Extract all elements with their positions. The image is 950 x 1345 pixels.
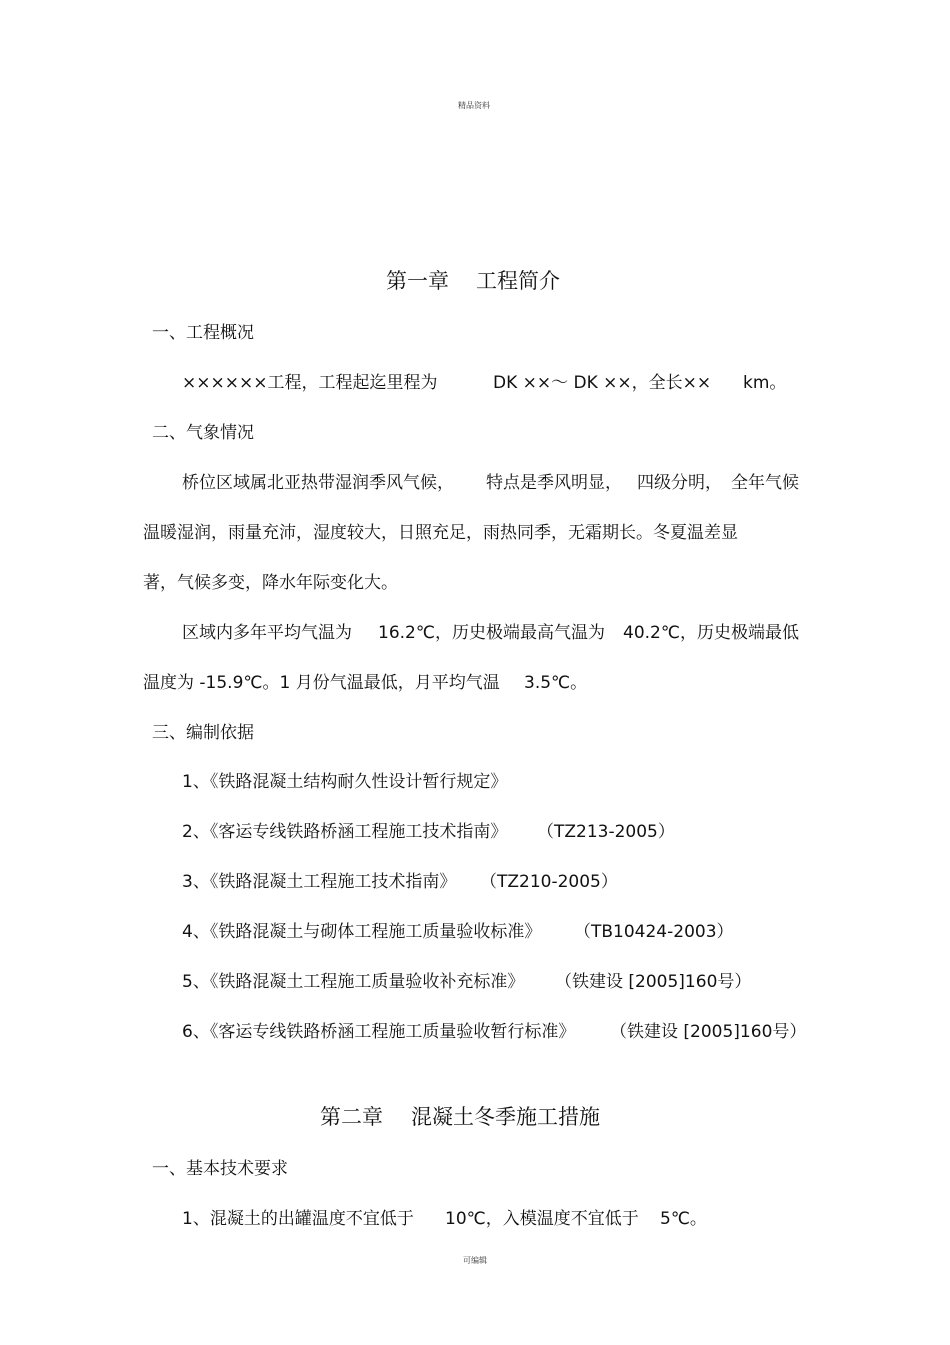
weather-text-line3: 著，气候多变，降水年际变化大。	[143, 573, 398, 593]
requirement-item-c: 5℃。	[660, 1209, 707, 1229]
reference-code: （TZ213-2005）	[537, 822, 675, 842]
section-heading-overview: 一、工程概况	[152, 323, 254, 343]
header-note: 精品资料	[458, 101, 490, 110]
reference-item: 5、《铁路混凝土工程施工质量验收补充标准》	[182, 972, 525, 992]
requirement-item-b: 10℃，入模温度不宜低于	[445, 1209, 639, 1229]
temperature-text-line1b: 16.2℃，历史极端最高气温为	[378, 623, 605, 643]
section-heading-weather: 二、气象情况	[152, 423, 254, 443]
reference-item: 6、《客运专线铁路桥涵工程施工质量验收暂行标准》	[182, 1022, 576, 1042]
requirement-item-a: 1、混凝土的出罐温度不宜低于	[182, 1209, 414, 1229]
weather-text-line1d: 全年气候	[731, 473, 799, 493]
temperature-text-line2a: 温度为 -15.9℃。1 月份气温最低，月平均气温	[143, 673, 500, 693]
overview-mileage: DK ××～ DK ××，全长××	[493, 373, 712, 393]
chapter2-title: 混凝土冬季施工措施	[411, 1105, 600, 1129]
reference-code: （TB10424-2003）	[574, 922, 734, 942]
chapter1-number: 第一章	[386, 269, 449, 293]
overview-length-unit: km。	[743, 373, 787, 393]
reference-item: 2、《客运专线铁路桥涵工程施工技术指南》	[182, 822, 508, 842]
overview-text: ××××××工程，工程起迄里程为	[182, 373, 438, 393]
reference-item: 3、《铁路混凝土工程施工技术指南》	[182, 872, 457, 892]
section-heading-requirements: 一、基本技术要求	[152, 1159, 288, 1179]
weather-text-line1c: 四级分明，	[637, 473, 722, 493]
temperature-text-line1a: 区域内多年平均气温为	[182, 623, 352, 643]
temperature-text-line1c: 40.2℃，历史极端最低	[623, 623, 799, 643]
reference-item: 1、《铁路混凝土结构耐久性设计暂行规定》	[182, 772, 508, 792]
weather-text-line2: 温暖湿润，雨量充沛，湿度较大，日照充足，雨热同季，无霜期长。冬夏温差显	[143, 523, 738, 543]
reference-item: 4、《铁路混凝土与砌体工程施工质量验收标准》	[182, 922, 542, 942]
chapter1-title: 工程简介	[476, 269, 560, 293]
section-heading-basis: 三、编制依据	[152, 723, 254, 743]
weather-text-line1a: 桥位区域属北亚热带湿润季风气候，	[182, 473, 454, 493]
weather-text-line1b: 特点是季风明显，	[486, 473, 622, 493]
reference-code: （TZ210-2005）	[480, 872, 618, 892]
footer-note: 可编辑	[463, 1256, 487, 1265]
temperature-text-line2b: 3.5℃。	[524, 673, 588, 693]
reference-code: （铁建设 [2005]160号）	[610, 1022, 807, 1042]
chapter2-number: 第二章	[320, 1105, 383, 1129]
reference-code: （铁建设 [2005]160号）	[555, 972, 752, 992]
